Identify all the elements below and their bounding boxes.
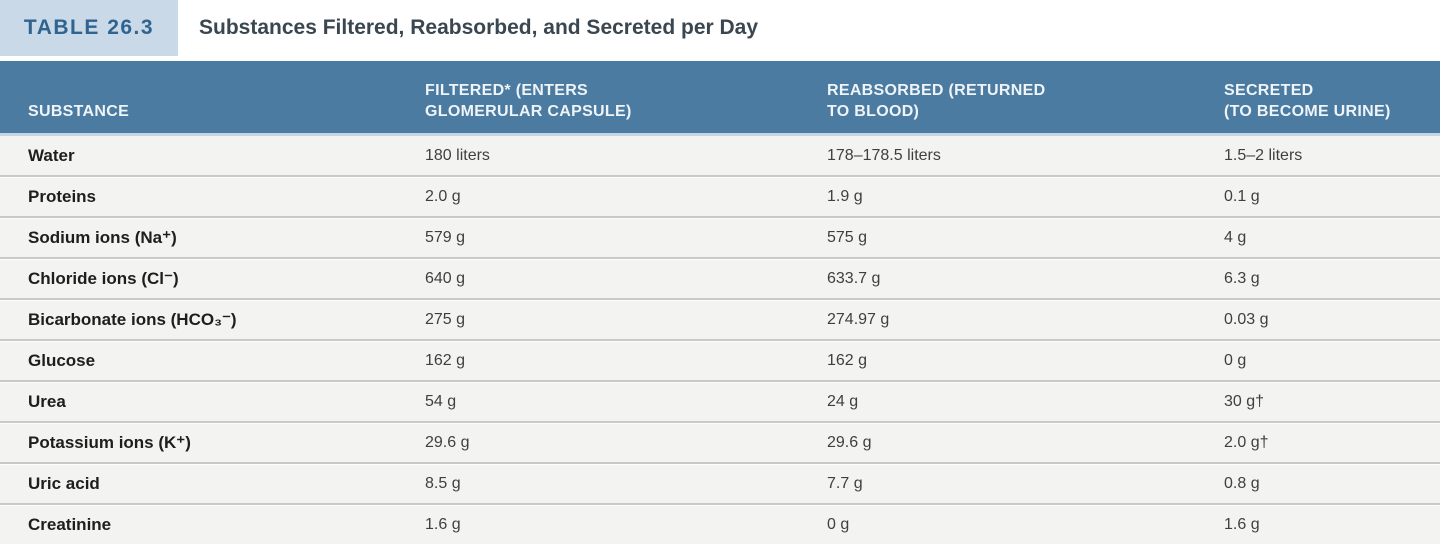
filtered-cell: 29.6 g bbox=[425, 433, 470, 451]
substance-cell: Urea bbox=[28, 391, 66, 411]
secreted-cell: 0.8 g bbox=[1224, 474, 1260, 492]
substance-cell: Bicarbonate ions (HCO₃⁻) bbox=[28, 309, 237, 329]
reabsorbed-cell: 7.7 g bbox=[827, 474, 863, 492]
reabsorbed-cell: 274.97 g bbox=[827, 310, 890, 328]
substance-cell: Sodium ions (Na⁺) bbox=[28, 227, 177, 247]
header-line: GLOMERULAR CAPSULE) bbox=[425, 103, 632, 120]
filtered-cell: 162 g bbox=[425, 351, 466, 369]
reabsorbed-cell: 575 g bbox=[827, 228, 868, 246]
substance-cell: Uric acid bbox=[28, 473, 100, 493]
table-header-row bbox=[0, 61, 1440, 133]
secreted-cell: 0.03 g bbox=[1224, 310, 1269, 328]
header-line: SUBSTANCE bbox=[28, 103, 130, 120]
table-row bbox=[0, 136, 1440, 175]
table-row bbox=[0, 462, 1440, 503]
substance-cell: Glucose bbox=[28, 350, 96, 370]
column-header-filtered bbox=[425, 61, 827, 133]
table-row bbox=[0, 380, 1440, 421]
secreted-cell: 2.0 g† bbox=[1224, 433, 1269, 451]
filtered-cell: 2.0 g bbox=[425, 187, 461, 205]
table-row bbox=[0, 298, 1440, 339]
table-row bbox=[0, 257, 1440, 298]
table-row bbox=[0, 339, 1440, 380]
substance-cell: Chloride ions (Cl⁻) bbox=[28, 268, 179, 288]
reabsorbed-cell: 24 g bbox=[827, 392, 859, 410]
filtered-cell: 180 liters bbox=[425, 146, 490, 164]
table-number-box bbox=[0, 0, 178, 56]
table-body bbox=[0, 133, 1440, 544]
reabsorbed-cell: 633.7 g bbox=[827, 269, 881, 287]
table-title bbox=[199, 0, 758, 56]
header-line: SECRETED bbox=[1224, 82, 1314, 99]
secreted-cell: 0 g bbox=[1224, 351, 1247, 369]
secreted-cell: 6.3 g bbox=[1224, 269, 1260, 287]
table-row bbox=[0, 175, 1440, 216]
secreted-cell: 4 g bbox=[1224, 228, 1247, 246]
secreted-cell: 1.6 g bbox=[1224, 515, 1260, 533]
substance-cell: Proteins bbox=[28, 186, 97, 206]
table-title-text: Substances Filtered, Reabsorbed, and Secreted per Day bbox=[199, 16, 759, 39]
reabsorbed-cell: 0 g bbox=[827, 515, 850, 533]
column-header-substance bbox=[0, 61, 425, 133]
secreted-cell: 1.5–2 liters bbox=[1224, 146, 1303, 164]
table-row bbox=[0, 503, 1440, 544]
table-number-label: TABLE 26.3 bbox=[23, 16, 155, 39]
filtered-cell: 640 g bbox=[425, 269, 466, 287]
filtered-cell: 1.6 g bbox=[425, 515, 461, 533]
reabsorbed-cell: 1.9 g bbox=[827, 187, 863, 205]
secreted-cell: 30 g† bbox=[1224, 392, 1265, 410]
reabsorbed-cell: 178–178.5 liters bbox=[827, 146, 941, 164]
column-header-reabsorbed bbox=[827, 61, 1224, 133]
filtered-cell: 54 g bbox=[425, 392, 457, 410]
table-title-bar bbox=[0, 0, 1440, 56]
header-line: REABSORBED (RETURNED bbox=[827, 82, 1046, 99]
substance-cell: Creatinine bbox=[28, 514, 112, 534]
secreted-cell: 0.1 g bbox=[1224, 187, 1260, 205]
reabsorbed-cell: 162 g bbox=[827, 351, 868, 369]
filtered-cell: 8.5 g bbox=[425, 474, 461, 492]
table-row bbox=[0, 421, 1440, 462]
table-row bbox=[0, 216, 1440, 257]
column-header-secreted bbox=[1224, 61, 1440, 133]
reabsorbed-cell: 29.6 g bbox=[827, 433, 872, 451]
substance-cell: Water bbox=[28, 145, 75, 165]
substance-cell: Potassium ions (K⁺) bbox=[28, 432, 191, 452]
filtered-cell: 579 g bbox=[425, 228, 466, 246]
header-line: TO BLOOD) bbox=[827, 103, 920, 120]
header-line: FILTERED* (ENTERS bbox=[425, 82, 589, 99]
header-line: (TO BECOME URINE) bbox=[1224, 103, 1391, 120]
filtered-cell: 275 g bbox=[425, 310, 466, 328]
